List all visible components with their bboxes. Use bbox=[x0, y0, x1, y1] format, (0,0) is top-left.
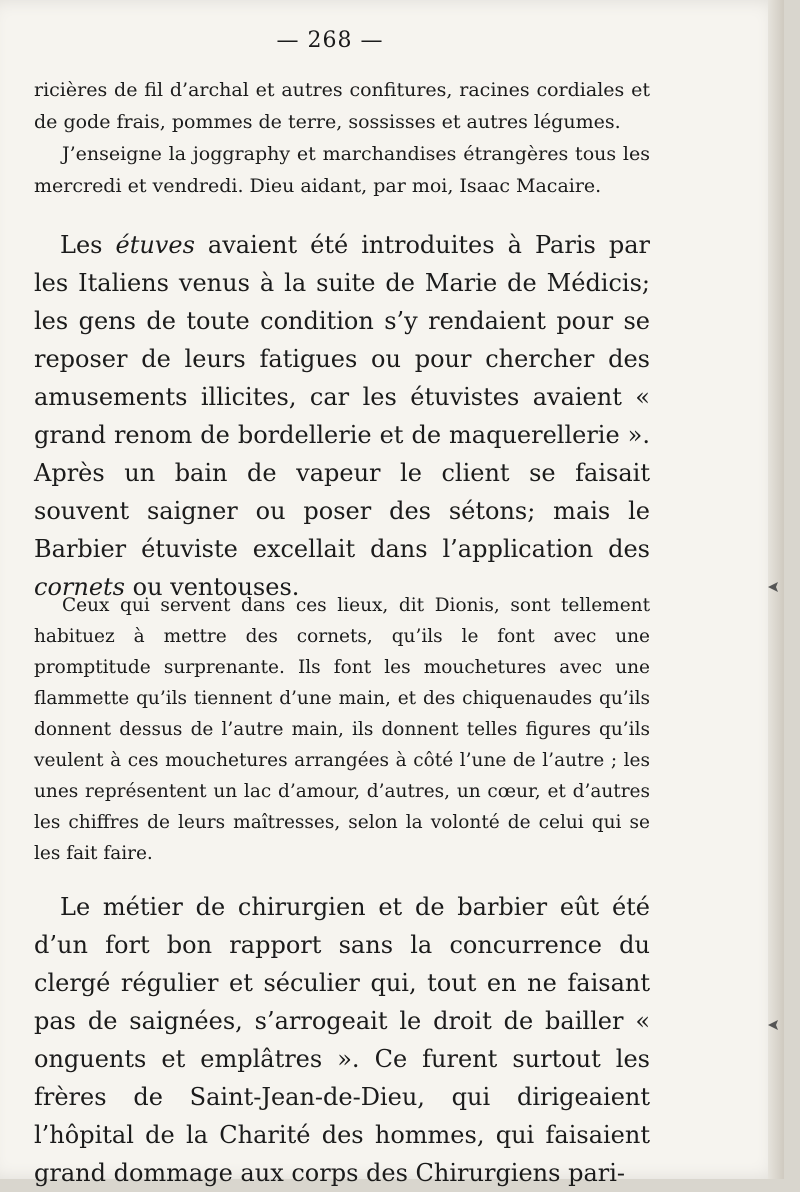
paragraph-etuves-end: ou ventouses. bbox=[124, 573, 300, 601]
paragraph-etuves bbox=[34, 226, 650, 606]
margin-arrow-icon bbox=[768, 580, 778, 594]
page-number: — 268 — bbox=[276, 28, 384, 53]
paragraph-etuves-start: Les bbox=[60, 231, 116, 259]
margin-arrow-icon bbox=[768, 1018, 778, 1032]
intro-line-1: ricières de fil d’archal et autres confitures, racines cordiales et de gode frais, pommes de terre, sossisses et autres légumes. bbox=[34, 79, 650, 133]
paragraph-chirurgien: Le métier de chirurgien et de barbier eût été d’un fort bon rapport sans la concurrence du clergé régulier et séculier qui, tout en ne faisant pas de saignées, s’arrogeait le droit de bailler « onguents et emplâtres ». Ce furent surtout les frères de Saint-Jean-de-Dieu, qui dirigeaient l’hôpital de la Charité des hommes, qui faisaient grand dommage aux corps des Chirurgiens pari- bbox=[34, 893, 650, 1187]
term-etuves: étuves bbox=[115, 231, 195, 259]
paragraph-etuves-middle: avaient été introduites à Paris par les Italiens venus à la suite de Marie de Médicis; les gens de toute condition s’y rendaient pour se reposer de leurs fatigues ou pour chercher des amusements illicites, car les étuvistes avaient « grand renom de bordellerie et de maquerellerie ». Après un bain de vapeur le client se faisait souvent saigner ou poser des sétons; mais le Barbier étuviste excellait dans l’application des bbox=[34, 231, 650, 563]
intro-line-2: J’enseigne la joggraphy et marchandises étrangères tous les mercredi et vendredi. Dieu aidant, par moi, Isaac Macaire. bbox=[34, 143, 650, 197]
intro-text bbox=[34, 74, 650, 202]
dionis-quote: Ceux qui servent dans ces lieux, dit Dionis, sont tellement habituez à mettre des cornets, qu’ils le font avec une promptitude surprenante. Ils font les mouchetures avec une flammette qu’ils tiennent d’une main, et des chiquenaudes qu’ils donnent dessus de l’autre main, ils donnent telles figures qu’ils veulent à ces mouchetures arrangées à côté l’une de l’autre ; les unes représentent un lac d’amour, d’autres, un cœur, et d’autres les chiffres de leurs maîtresses, selon la volonté de celui qui se les fait faire. bbox=[34, 595, 650, 864]
term-cornets: cornets bbox=[34, 573, 125, 601]
